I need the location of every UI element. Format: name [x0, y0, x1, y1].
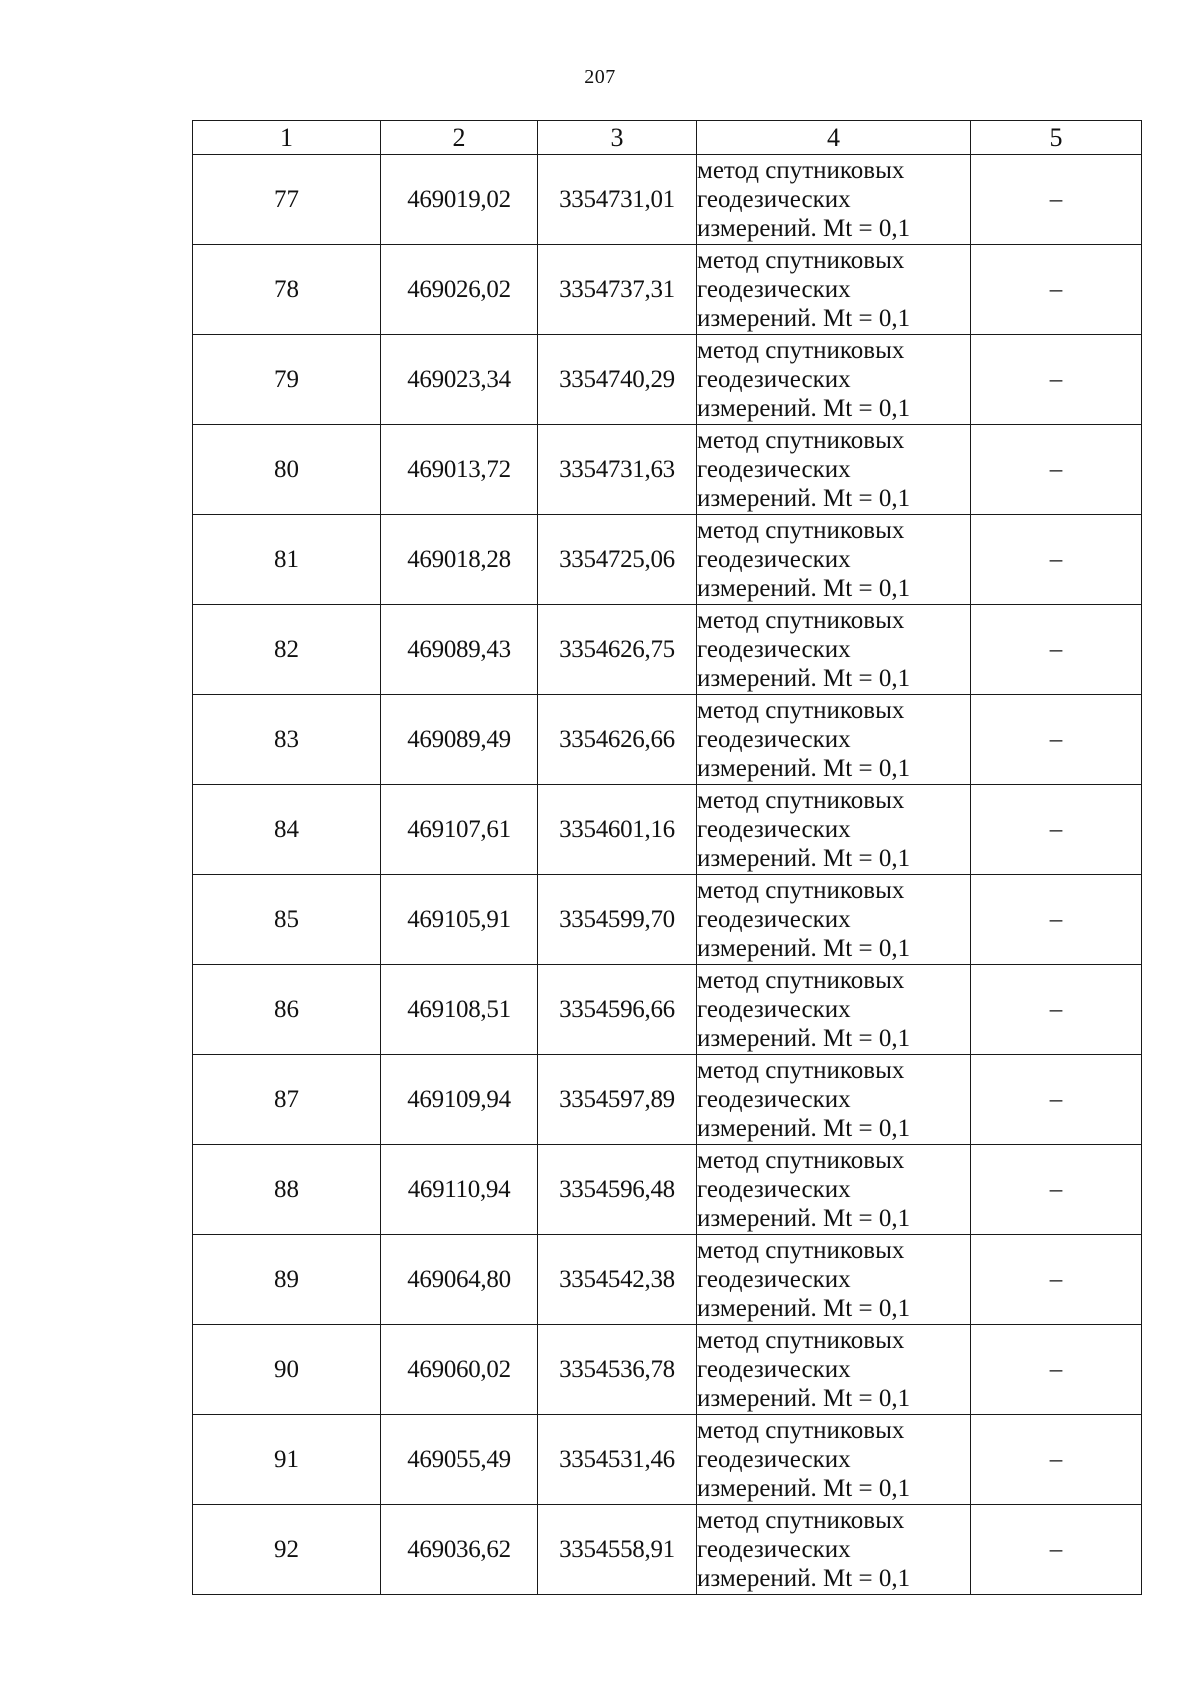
- coordinates-table: [192, 120, 1142, 1595]
- method-cell: [697, 1055, 971, 1145]
- point-number-cell: 80: [193, 425, 381, 515]
- header-col-5: 5: [971, 121, 1142, 155]
- x-coordinate-cell: 469064,80: [381, 1235, 538, 1325]
- point-number-cell: 91: [193, 1415, 381, 1505]
- x-coordinate-cell: 469089,49: [381, 695, 538, 785]
- method-cell: [697, 155, 971, 245]
- header-col-3: 3: [538, 121, 697, 155]
- method-line: измерений. Mt = 0,1: [697, 1115, 911, 1142]
- table-row: [193, 425, 1142, 515]
- method-line: геодезических: [697, 366, 851, 393]
- method-cell: [697, 1325, 971, 1415]
- note-cell: –: [971, 875, 1142, 965]
- method-cell: [697, 425, 971, 515]
- method-line: геодезических: [697, 816, 851, 843]
- method-line: геодезических: [697, 1536, 851, 1563]
- method-cell: [697, 1145, 971, 1235]
- method-cell: [697, 1415, 971, 1505]
- method-line: метод спутниковых: [697, 787, 905, 814]
- note-cell: –: [971, 1145, 1142, 1235]
- x-coordinate-cell: 469055,49: [381, 1415, 538, 1505]
- y-coordinate-cell: 3354737,31: [538, 245, 697, 335]
- y-coordinate-cell: 3354599,70: [538, 875, 697, 965]
- table-row: [193, 785, 1142, 875]
- table-row: [193, 155, 1142, 245]
- method-line: измерений. Mt = 0,1: [697, 1475, 911, 1502]
- method-cell: [697, 965, 971, 1055]
- method-cell: [697, 335, 971, 425]
- table-row: [193, 695, 1142, 785]
- method-line: измерений. Mt = 0,1: [697, 845, 911, 872]
- method-line: метод спутниковых: [697, 337, 905, 364]
- point-number-cell: 83: [193, 695, 381, 785]
- method-cell: [697, 695, 971, 785]
- table-header: [193, 121, 1142, 155]
- note-cell: –: [971, 515, 1142, 605]
- method-line: метод спутниковых: [697, 157, 905, 184]
- table-row: [193, 1055, 1142, 1145]
- method-line: метод спутниковых: [697, 877, 905, 904]
- x-coordinate-cell: 469019,02: [381, 155, 538, 245]
- x-coordinate-cell: 469060,02: [381, 1325, 538, 1415]
- point-number-cell: 90: [193, 1325, 381, 1415]
- method-line: метод спутниковых: [697, 1507, 905, 1534]
- method-line: метод спутниковых: [697, 1417, 905, 1444]
- y-coordinate-cell: 3354531,46: [538, 1415, 697, 1505]
- x-coordinate-cell: 469089,43: [381, 605, 538, 695]
- method-line: геодезических: [697, 1176, 851, 1203]
- note-cell: –: [971, 605, 1142, 695]
- note-cell: –: [971, 1415, 1142, 1505]
- method-line: метод спутниковых: [697, 1237, 905, 1264]
- x-coordinate-cell: 469105,91: [381, 875, 538, 965]
- table-row: [193, 1505, 1142, 1595]
- method-line: метод спутниковых: [697, 1057, 905, 1084]
- point-number-cell: 77: [193, 155, 381, 245]
- point-number-cell: 92: [193, 1505, 381, 1595]
- x-coordinate-cell: 469026,02: [381, 245, 538, 335]
- method-line: измерений. Mt = 0,1: [697, 485, 911, 512]
- table-row: [193, 875, 1142, 965]
- note-cell: –: [971, 425, 1142, 515]
- y-coordinate-cell: 3354731,01: [538, 155, 697, 245]
- method-line: геодезических: [697, 276, 851, 303]
- method-line: геодезических: [697, 1356, 851, 1383]
- point-number-cell: 85: [193, 875, 381, 965]
- note-cell: –: [971, 785, 1142, 875]
- x-coordinate-cell: 469023,34: [381, 335, 538, 425]
- x-coordinate-cell: 469018,28: [381, 515, 538, 605]
- method-line: геодезических: [697, 546, 851, 573]
- table-row: [193, 605, 1142, 695]
- header-col-2: 2: [381, 121, 538, 155]
- method-line: метод спутниковых: [697, 1147, 905, 1174]
- table-row: [193, 965, 1142, 1055]
- header-col-4: 4: [697, 121, 971, 155]
- method-line: измерений. Mt = 0,1: [697, 1025, 911, 1052]
- method-cell: [697, 515, 971, 605]
- table-body: [193, 155, 1142, 1595]
- note-cell: –: [971, 335, 1142, 425]
- y-coordinate-cell: 3354596,48: [538, 1145, 697, 1235]
- method-line: геодезических: [697, 1086, 851, 1113]
- method-line: измерений. Mt = 0,1: [697, 665, 911, 692]
- method-line: измерений. Mt = 0,1: [697, 305, 911, 332]
- note-cell: –: [971, 1505, 1142, 1595]
- note-cell: –: [971, 1055, 1142, 1145]
- y-coordinate-cell: 3354626,66: [538, 695, 697, 785]
- method-line: измерений. Mt = 0,1: [697, 1565, 911, 1592]
- method-cell: [697, 875, 971, 965]
- note-cell: –: [971, 245, 1142, 335]
- table-row: [193, 1235, 1142, 1325]
- point-number-cell: 88: [193, 1145, 381, 1235]
- method-line: геодезических: [697, 1446, 851, 1473]
- method-line: метод спутниковых: [697, 247, 905, 274]
- point-number-cell: 81: [193, 515, 381, 605]
- method-line: геодезических: [697, 456, 851, 483]
- method-line: геодезических: [697, 186, 851, 213]
- y-coordinate-cell: 3354542,38: [538, 1235, 697, 1325]
- y-coordinate-cell: 3354601,16: [538, 785, 697, 875]
- x-coordinate-cell: 469107,61: [381, 785, 538, 875]
- method-line: метод спутниковых: [697, 427, 905, 454]
- note-cell: –: [971, 1235, 1142, 1325]
- method-line: измерений. Mt = 0,1: [697, 1295, 911, 1322]
- point-number-cell: 84: [193, 785, 381, 875]
- y-coordinate-cell: 3354740,29: [538, 335, 697, 425]
- method-cell: [697, 1505, 971, 1595]
- y-coordinate-cell: 3354536,78: [538, 1325, 697, 1415]
- x-coordinate-cell: 469109,94: [381, 1055, 538, 1145]
- table-row: [193, 245, 1142, 335]
- note-cell: –: [971, 1325, 1142, 1415]
- method-line: измерений. Mt = 0,1: [697, 395, 911, 422]
- method-line: измерений. Mt = 0,1: [697, 755, 911, 782]
- point-number-cell: 87: [193, 1055, 381, 1145]
- method-line: метод спутниковых: [697, 1327, 905, 1354]
- method-cell: [697, 605, 971, 695]
- y-coordinate-cell: 3354731,63: [538, 425, 697, 515]
- x-coordinate-cell: 469110,94: [381, 1145, 538, 1235]
- y-coordinate-cell: 3354626,75: [538, 605, 697, 695]
- table-row: [193, 1325, 1142, 1415]
- point-number-cell: 79: [193, 335, 381, 425]
- table-row: [193, 335, 1142, 425]
- method-line: геодезических: [697, 726, 851, 753]
- method-line: геодезических: [697, 906, 851, 933]
- method-line: измерений. Mt = 0,1: [697, 575, 911, 602]
- point-number-cell: 78: [193, 245, 381, 335]
- method-line: геодезических: [697, 996, 851, 1023]
- note-cell: –: [971, 695, 1142, 785]
- x-coordinate-cell: 469108,51: [381, 965, 538, 1055]
- x-coordinate-cell: 469036,62: [381, 1505, 538, 1595]
- note-cell: –: [971, 965, 1142, 1055]
- point-number-cell: 86: [193, 965, 381, 1055]
- page-number: 207: [584, 66, 616, 88]
- method-line: метод спутниковых: [697, 697, 905, 724]
- method-cell: [697, 1235, 971, 1325]
- method-line: метод спутниковых: [697, 517, 905, 544]
- method-cell: [697, 245, 971, 335]
- method-line: метод спутниковых: [697, 967, 905, 994]
- method-line: геодезических: [697, 636, 851, 663]
- y-coordinate-cell: 3354725,06: [538, 515, 697, 605]
- table-row: [193, 515, 1142, 605]
- table-row: [193, 1415, 1142, 1505]
- method-line: измерений. Mt = 0,1: [697, 1385, 911, 1412]
- note-cell: –: [971, 155, 1142, 245]
- y-coordinate-cell: 3354558,91: [538, 1505, 697, 1595]
- header-row: [193, 121, 1142, 155]
- header-col-1: 1: [193, 121, 381, 155]
- method-line: измерений. Mt = 0,1: [697, 215, 911, 242]
- x-coordinate-cell: 469013,72: [381, 425, 538, 515]
- point-number-cell: 82: [193, 605, 381, 695]
- method-line: измерений. Mt = 0,1: [697, 1205, 911, 1232]
- y-coordinate-cell: 3354597,89: [538, 1055, 697, 1145]
- point-number-cell: 89: [193, 1235, 381, 1325]
- method-line: геодезических: [697, 1266, 851, 1293]
- method-line: измерений. Mt = 0,1: [697, 935, 911, 962]
- method-cell: [697, 785, 971, 875]
- y-coordinate-cell: 3354596,66: [538, 965, 697, 1055]
- method-line: метод спутниковых: [697, 607, 905, 634]
- table-row: [193, 1145, 1142, 1235]
